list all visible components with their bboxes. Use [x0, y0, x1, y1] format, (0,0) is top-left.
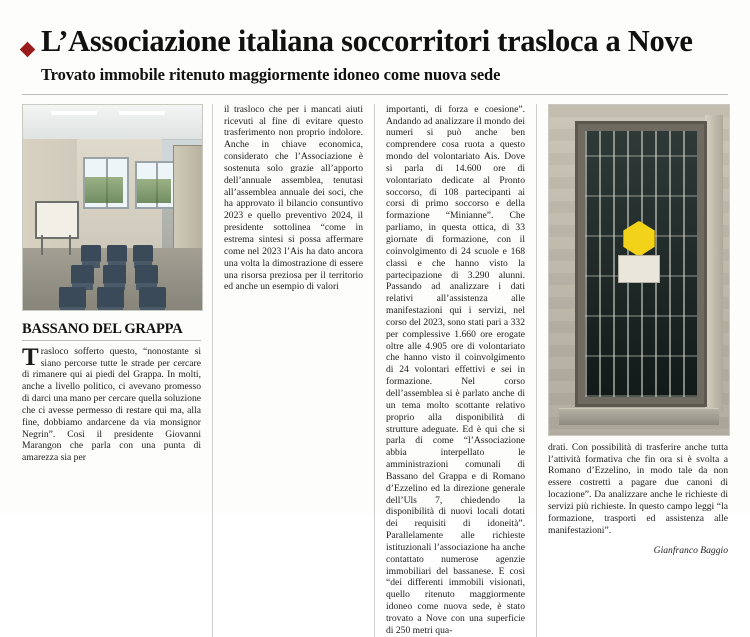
article-body-grid [22, 104, 728, 637]
column-divider [212, 104, 213, 637]
paragraph: importanti, di forza e coesione”. Andando ad analizzare il mondo dei numeri si può anche ben comprendere cosa ruota a questo mondo del volontariato Ais. Dove si parla di 14.600 ore di volontariato dedicate al Pronto soccorso, di 108 partecipanti ai corsi di primo soccorso e della formazione “Minianne”. Che parliamo, in questa ottica, di 33 giornate di formazione, con il coinvolgimento di 24 scuole e 168 classi e che hanno visto la partecipazione di 3.290 alunni. Passando ad analizzare i dati relativi all’assistenza alle manifestazioni qui i servizi, nel corso del 2023, sono stati pari a 332 per complessive 1.660 ore erogate oltre alle 4.905 ore di volontariato che hanno visto il coinvolgimento di 24 volontari effettivi e sei in formazione. Nel corso dell’assemblea si è parlato anche di un tema molto scottante relativo proprio alla disponibilità di strutture adeguate. Ed è qui che si parla di come “l’Associazione abbia interpellato le amministrazioni comunali di Bassano del Grappa e di Romano d’Ezzelino ed la direzione generale dell’Uls 7, chiedendo la disponibilità di nuovi locali dotati dei requisiti di idoneità”. Parallelamente alle richieste istituzionali l’associazione ha anche contattato numerose agenzie immobiliari del bassanese. E così “dei differenti immobili visionati, quello ritenuto maggiormente idoneo come nuova sede, è stato trovato a Nove con una superficie di 250 metri qua- [386, 103, 525, 636]
bullet-diamond-icon [20, 42, 36, 58]
column-divider [536, 104, 537, 637]
column-four-text [548, 442, 728, 537]
column-three-text [386, 104, 525, 637]
column-two-text [224, 104, 363, 294]
column-divider [374, 104, 375, 637]
section-label: BASSANO DEL GRAPPA [22, 320, 183, 337]
column-four [548, 104, 728, 637]
entrance-door-photo [548, 104, 730, 436]
photo-illustration [549, 105, 729, 435]
photo-illustration [23, 105, 202, 310]
paragraph: il trasloco che per i mancati aiuti ricevuti al fine di evitare questo trasferimento non proprio indolore. Anche in chiave economica, considerato che l’Associazione è sostenuta solo grazie all’apporto dell’annuale assemblea, tenutasi all’assemblea annuale dei soci, che ha approvato il bilancio consuntivo 2023 e quello preventivo 2024, il presidente sottolinea “come in estrema sintesi si possa affermare come nel 2023 l’Ais ha dato ancora una volta la dimostrazione di essere una risorsa preziosa per il territorio ed anche un esempio di valori [224, 103, 363, 293]
page-title: L’Associazione italiana soccorritori trasloca a Nove [41, 24, 693, 58]
headline-row [22, 26, 728, 58]
column-two [224, 104, 363, 637]
subhead: Trovato immobile ritenuto maggiormente idoneo come nuova sede [41, 64, 501, 84]
classroom-interior-photo [22, 104, 203, 311]
paragraph: drati. Con possibilità di trasferire anche tutta l’attività formativa che fin ora si è svolta a Romano d’Ezzelino, in modo tale da non essere costretti a pagare due canoni di locazione”. Da analizzare anche le richieste di servizi più richieste. In questo campo leggi “la formazione, trasporti ed assistenza alle manifestazioni”. [548, 441, 728, 536]
paragraph: Trasloco sofferto questo, “nonostante si siano percorse tutte le strade per cercare di rimanere qui ai piedi del Grappa. In molti, anche a livello politico, ci avevano promesso di darci una mano per cercare quella soluzione che ci avesse permesso di restare qui ma, alla fine, dobbiamo andarcene da via monsignor Negrin”. Così il presidente Giovanni Marangon che parla con una punta di amarezza sia per [22, 343, 201, 464]
door-poster [618, 255, 660, 283]
header-divider [22, 94, 728, 95]
column-one-text [22, 343, 201, 464]
section-divider [22, 340, 201, 341]
byline: Gianfranco Baggio [653, 545, 728, 557]
column-one [22, 104, 201, 637]
column-three [386, 104, 525, 637]
